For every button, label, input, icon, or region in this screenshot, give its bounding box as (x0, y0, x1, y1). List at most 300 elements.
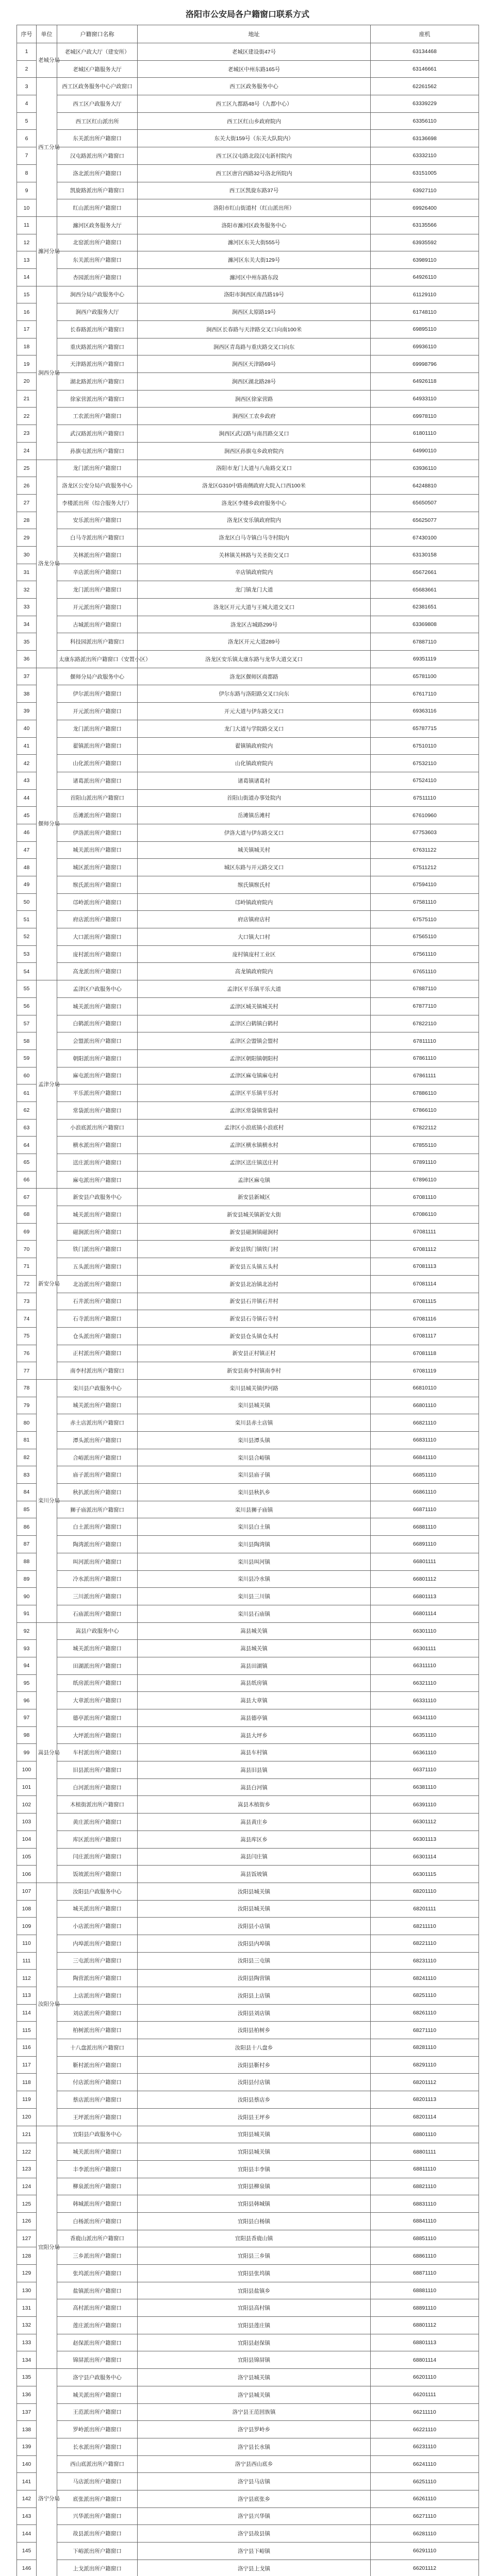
row-index: 79 (17, 1397, 37, 1414)
address-cell: 新安县新城区 (138, 1189, 371, 1206)
table-row (17, 2421, 479, 2438)
row-index: 137 (17, 2403, 37, 2421)
table-row (17, 616, 479, 633)
phone-cell: 63989110 (371, 251, 479, 269)
phone-cell: 63151005 (371, 164, 479, 182)
window-name-cell: 仓头派出所户籍窗口 (57, 1327, 138, 1345)
address-cell: 宜阳县柳泉镇 (138, 2178, 371, 2195)
phone-cell: 67886110 (371, 1084, 479, 1102)
table-row (17, 599, 479, 616)
unit-cell: 嵩县分局 (37, 1622, 57, 1883)
row-index: 66 (17, 1171, 37, 1189)
address-cell: 嵩县旧县镇 (138, 1761, 371, 1779)
address-cell: 嵩县车村镇 (138, 1744, 371, 1761)
window-name-cell: 伊洛派出所户籍窗口 (57, 824, 138, 841)
phone-cell: 67511110 (371, 789, 479, 807)
phone-cell: 66861110 (371, 1484, 479, 1501)
row-index: 25 (17, 460, 37, 477)
address-cell: 洛宁县上戈镇 (138, 2560, 371, 2576)
table-row (17, 60, 479, 78)
address-cell: 汝阳县城关镇 (138, 1883, 371, 1900)
row-index: 19 (17, 355, 37, 373)
address-cell: 孟津区朝阳镇朝阳村 (138, 1049, 371, 1067)
phone-cell: 69926400 (371, 199, 479, 217)
phone-cell: 66801113 (371, 1588, 479, 1605)
address-cell: 涧西区天津路69号 (138, 355, 371, 373)
table-row (17, 130, 479, 147)
phone-cell: 68261110 (371, 2004, 479, 2022)
header-unit: 单位 (37, 25, 57, 43)
phone-cell: 66301111 (371, 1640, 479, 1657)
table-row (17, 251, 479, 269)
row-index: 16 (17, 303, 37, 321)
table-row (17, 2317, 479, 2334)
row-index: 80 (17, 1414, 37, 1432)
window-name-cell: 故县派出所户籍窗口 (57, 2525, 138, 2543)
table-row (17, 199, 479, 217)
row-index: 94 (17, 1657, 37, 1674)
row-index: 116 (17, 2039, 37, 2057)
address-cell: 孟津区白鹤镇白鹤村 (138, 1015, 371, 1032)
phone-cell: 66801114 (371, 1605, 479, 1622)
phone-cell: 68231110 (371, 1952, 479, 1970)
window-name-cell: 王范派出所户籍窗口 (57, 2403, 138, 2421)
row-index: 74 (17, 1310, 37, 1328)
table-row (17, 2525, 479, 2543)
table-row (17, 408, 479, 425)
address-cell: 孟津区送庄镇送庄村 (138, 1154, 371, 1172)
address-cell: 嵩县城关镇 (138, 1640, 371, 1657)
address-cell: 栾川县石庙镇 (138, 1605, 371, 1622)
window-name-cell: 上戈派出所户籍窗口 (57, 2560, 138, 2576)
phone-cell: 64248810 (371, 477, 479, 495)
phone-cell: 66271110 (371, 2507, 479, 2525)
unit-cell: 瀍河分局 (37, 216, 57, 286)
window-name-cell: 车村派出所户籍窗口 (57, 1744, 138, 1761)
table-row (17, 1293, 479, 1310)
phone-cell: 67081113 (371, 1258, 479, 1276)
phone-cell: 67081116 (371, 1310, 479, 1328)
address-cell: 洛龙区李楼乡政府服务中心 (138, 494, 371, 512)
table-row (17, 1189, 479, 1206)
address-cell: 嵩县大坪乡 (138, 1726, 371, 1744)
window-name-cell: 长水派出所户籍窗口 (57, 2438, 138, 2455)
unit-cell: 汝阳分局 (37, 1883, 57, 2126)
address-cell: 洛龙区G310中路南侧政府大院入口西100米 (138, 477, 371, 495)
row-index: 64 (17, 1137, 37, 1154)
window-name-cell: 冷水派出所户籍窗口 (57, 1570, 138, 1588)
window-name-cell: 城关派出所户籍窗口 (57, 841, 138, 859)
table-row (17, 529, 479, 547)
table-row (17, 442, 479, 460)
window-name-cell: 西工区政务服务中心户政窗口 (57, 78, 138, 95)
phone-cell: 67575110 (371, 911, 479, 928)
address-cell: 嵩县城关镇 (138, 1622, 371, 1640)
address-cell: 洛宁县王范回族镇 (138, 2403, 371, 2421)
phone-cell: 66221110 (371, 2421, 479, 2438)
table-row (17, 1848, 479, 1866)
window-name-cell: 铁门派出所户籍窗口 (57, 1241, 138, 1258)
address-cell: 洛阳市龙门大道与八角路交叉口 (138, 460, 371, 477)
window-name-cell: 西工区户政服务大厅 (57, 95, 138, 113)
phone-cell: 63356110 (371, 112, 479, 130)
window-name-cell: 城关派出所户籍窗口 (57, 1900, 138, 1918)
phone-cell: 66351110 (371, 1726, 479, 1744)
table-row (17, 963, 479, 980)
row-index: 38 (17, 685, 37, 703)
address-cell: 栾川县陶湾镇 (138, 1536, 371, 1553)
table-row (17, 633, 479, 651)
table-row (17, 1553, 479, 1570)
address-cell: 关林镇关林路与关圣街交叉口 (138, 546, 371, 564)
table-row (17, 2403, 479, 2421)
table-row (17, 1345, 479, 1362)
address-cell: 涧西区太原路19号 (138, 303, 371, 321)
address-cell: 瀍河区东关大街129号 (138, 251, 371, 269)
phone-cell: 68861110 (371, 2247, 479, 2265)
window-name-cell: 洛龙区公安分局户政服务中心 (57, 477, 138, 495)
address-cell: 涧西区徐家营路 (138, 390, 371, 408)
row-index: 17 (17, 321, 37, 338)
table-row (17, 2108, 479, 2126)
phone-cell: 66211110 (371, 2403, 479, 2421)
address-cell: 孟津区小浪底镇小浪底村 (138, 1119, 371, 1137)
window-name-cell: 石井派出所户籍窗口 (57, 1293, 138, 1310)
window-name-cell: 库区派出所户籍窗口 (57, 1831, 138, 1848)
row-index: 65 (17, 1154, 37, 1172)
row-index: 106 (17, 1866, 37, 1883)
phone-cell: 63935592 (371, 234, 479, 251)
row-index: 77 (17, 1362, 37, 1380)
phone-cell: 68871110 (371, 2265, 479, 2282)
window-name-cell: 上店派出所户籍窗口 (57, 1987, 138, 2005)
phone-cell: 66841110 (371, 1449, 479, 1466)
phone-cell: 67081117 (371, 1327, 479, 1345)
row-index: 3 (17, 78, 37, 95)
address-cell: 西工区九都路48号（九都中心） (138, 95, 371, 113)
address-cell: 孟津区会盟镇会盟村 (138, 1032, 371, 1050)
row-index: 81 (17, 1432, 37, 1449)
phone-cell: 67561110 (371, 945, 479, 963)
row-index: 42 (17, 755, 37, 772)
table-row (17, 390, 479, 408)
row-index: 96 (17, 1692, 37, 1709)
window-name-cell: 古城派出所户籍窗口 (57, 616, 138, 633)
phone-cell: 67524110 (371, 772, 479, 789)
row-index: 90 (17, 1588, 37, 1605)
address-cell: 孟津区横水镇横水村 (138, 1137, 371, 1154)
unit-cell: 宜阳分局 (37, 2126, 57, 2369)
window-name-cell: 首阳山派出所户籍窗口 (57, 789, 138, 807)
table-row (17, 1275, 479, 1293)
address-cell: 西工区政务服务中心 (138, 78, 371, 95)
table-row (17, 1432, 479, 1449)
table-row (17, 980, 479, 998)
row-index: 113 (17, 1987, 37, 2005)
address-cell: 宜阳县城关镇 (138, 2126, 371, 2143)
window-name-cell: 孙旗屯派出所户籍窗口 (57, 442, 138, 460)
window-name-cell: 湖北路派出所户籍窗口 (57, 373, 138, 391)
window-name-cell: 朝阳派出所户籍窗口 (57, 1049, 138, 1067)
phone-cell: 61801110 (371, 425, 479, 443)
window-name-cell: 王坪派出所户籍窗口 (57, 2108, 138, 2126)
table-row (17, 1466, 479, 1484)
phone-cell: 63369808 (371, 616, 479, 633)
table-row (17, 2282, 479, 2299)
phone-cell: 68801114 (371, 2351, 479, 2369)
table-row (17, 1137, 479, 1154)
phone-cell: 68841110 (371, 2212, 479, 2230)
address-cell: 栾川县赤土店镇 (138, 1414, 371, 1432)
row-index: 69 (17, 1223, 37, 1241)
phone-cell: 67753603 (371, 824, 479, 841)
window-name-cell: 韩城派出所户籍窗口 (57, 2195, 138, 2213)
document-title: 洛阳市公安局各户籍窗口联系方式 (185, 10, 309, 19)
window-name-cell: 磁涧派出所户籍窗口 (57, 1223, 138, 1241)
address-cell: 庞村镇庞村工业区 (138, 945, 371, 963)
table-row (17, 1241, 479, 1258)
table-row (17, 1918, 479, 1935)
phone-cell: 67594110 (371, 876, 479, 894)
row-index: 7 (17, 147, 37, 165)
window-name-cell: 邙岭派出所户籍窗口 (57, 893, 138, 911)
row-index: 72 (17, 1275, 37, 1293)
window-name-cell: 庙子派出所户籍窗口 (57, 1466, 138, 1484)
phone-cell: 65683661 (371, 581, 479, 599)
phone-cell: 66891110 (371, 1536, 479, 1553)
address-cell: 新安县石井镇石井村 (138, 1293, 371, 1310)
row-index: 104 (17, 1831, 37, 1848)
table-row (17, 373, 479, 391)
row-index: 57 (17, 1015, 37, 1032)
table-row (17, 494, 479, 512)
table-row (17, 2473, 479, 2490)
row-index: 40 (17, 720, 37, 737)
window-name-cell: 涧西户政服务大厅 (57, 303, 138, 321)
row-index: 138 (17, 2421, 37, 2438)
window-name-cell: 横水派出所户籍窗口 (57, 1137, 138, 1154)
table-row (17, 2334, 479, 2351)
table-row (17, 1970, 479, 1987)
phone-cell: 66241110 (371, 2455, 479, 2473)
row-index: 48 (17, 859, 37, 876)
address-cell: 汝阳县王坪乡 (138, 2108, 371, 2126)
table-row (17, 789, 479, 807)
window-name-cell: 赤土店派出所户籍窗口 (57, 1414, 138, 1432)
phone-cell: 68831110 (371, 2195, 479, 2213)
window-name-cell: 城关派出所户籍窗口 (57, 1640, 138, 1657)
window-name-cell: 白鹤派出所户籍窗口 (57, 1015, 138, 1032)
table-row (17, 1327, 479, 1345)
phone-cell: 68201111 (371, 1900, 479, 1918)
window-name-cell: 付店派出所户籍窗口 (57, 2074, 138, 2091)
table-row (17, 512, 479, 529)
address-cell: 龙门镇龙门大道 (138, 581, 371, 599)
window-name-cell: 龙门派出所户籍窗口 (57, 581, 138, 599)
window-name-cell: 城关派出所户籍窗口 (57, 2386, 138, 2403)
row-index: 128 (17, 2247, 37, 2265)
unit-cell: 孟津分局 (37, 980, 57, 1189)
row-index: 105 (17, 1848, 37, 1866)
window-name-cell: 太康东路派出所户籍窗口（安置小区） (57, 651, 138, 668)
row-index: 46 (17, 824, 37, 841)
window-name-cell: 老城区户籍服务大厅 (57, 60, 138, 78)
phone-cell: 66881110 (371, 1518, 479, 1536)
window-name-cell: 开元派出所户籍窗口 (57, 599, 138, 616)
window-name-cell: 麻屯派出所户籍窗口 (57, 1067, 138, 1084)
address-cell: 栾川县城关镇伊河路 (138, 1379, 371, 1397)
row-index: 56 (17, 997, 37, 1015)
table-row (17, 876, 479, 894)
phone-cell: 68281110 (371, 2039, 479, 2057)
window-name-cell: 石寺派出所户籍窗口 (57, 1310, 138, 1328)
row-index: 100 (17, 1761, 37, 1779)
phone-cell: 69936110 (371, 338, 479, 355)
address-cell: 栾川县庙子镇 (138, 1466, 371, 1484)
phone-cell: 65625077 (371, 512, 479, 529)
window-name-cell: 内埠派出所户籍窗口 (57, 1935, 138, 1952)
address-cell: 西工区红山乡政府院内 (138, 112, 371, 130)
window-name-cell: 石庙派出所户籍窗口 (57, 1605, 138, 1622)
table-row (17, 685, 479, 703)
window-name-cell: 关林派出所户籍窗口 (57, 546, 138, 564)
table-row (17, 112, 479, 130)
address-cell: 新安县南李村镇南李村 (138, 1362, 371, 1380)
unit-cell: 洛宁分局 (37, 2369, 57, 2576)
phone-cell: 66301113 (371, 1831, 479, 1848)
address-cell: 汝阳县付店镇 (138, 2074, 371, 2091)
row-index: 39 (17, 703, 37, 720)
table-row (17, 1084, 479, 1102)
address-cell: 嵩县田湖镇 (138, 1657, 371, 1674)
window-name-cell: 合峪派出所户籍窗口 (57, 1449, 138, 1466)
table-row (17, 1900, 479, 1918)
window-name-cell: 小店派出所户籍窗口 (57, 1918, 138, 1935)
window-name-cell: 翟镇派出所户籍窗口 (57, 737, 138, 755)
phone-cell: 67581110 (371, 893, 479, 911)
unit-cell: 偃师分局 (37, 668, 57, 980)
row-index: 98 (17, 1726, 37, 1744)
phone-cell: 68821110 (371, 2178, 479, 2195)
address-cell: 东关大街159号（东关大队院内） (138, 130, 371, 147)
window-name-cell: 徐家营派出所户籍窗口 (57, 390, 138, 408)
address-cell: 开元大道与伊东路交叉口 (138, 703, 371, 720)
address-cell: 栾川县合峪镇 (138, 1449, 371, 1466)
address-cell: 洛宁县城关镇 (138, 2386, 371, 2403)
row-index: 52 (17, 928, 37, 946)
phone-cell: 68801111 (371, 2143, 479, 2161)
window-name-cell: 送庄派出所户籍窗口 (57, 1154, 138, 1172)
row-index: 23 (17, 425, 37, 443)
table-row (17, 1032, 479, 1050)
phone-cell: 67081114 (371, 1275, 479, 1293)
row-index: 110 (17, 1935, 37, 1952)
window-name-cell: 岳滩派出所户籍窗口 (57, 807, 138, 824)
row-index: 30 (17, 546, 37, 564)
phone-cell: 67081112 (371, 1241, 479, 1258)
phone-cell: 69351119 (371, 651, 479, 668)
window-name-cell: 闫庄派出所户籍窗口 (57, 1848, 138, 1866)
phone-cell: 67887110 (371, 633, 479, 651)
table-row (17, 807, 479, 824)
phone-cell: 66810110 (371, 1379, 479, 1397)
row-index: 112 (17, 1970, 37, 1987)
table-row (17, 651, 479, 668)
table-row (17, 1622, 479, 1640)
address-cell: 宜阳县香鹿山镇 (138, 2230, 371, 2247)
window-name-cell: 柏树派出所户籍窗口 (57, 2022, 138, 2039)
window-name-cell: 常袋派出所户籍窗口 (57, 1101, 138, 1119)
row-index: 61 (17, 1084, 37, 1102)
address-cell: 洛龙区白马寺镇白马寺村院内 (138, 529, 371, 547)
table-row (17, 1362, 479, 1380)
table-row (17, 321, 479, 338)
phone-cell: 64926118 (371, 373, 479, 391)
table-row (17, 1223, 479, 1241)
table-row (17, 1605, 479, 1622)
window-name-cell: 洛宁县户政服务中心 (57, 2369, 138, 2386)
row-index: 15 (17, 286, 37, 303)
window-name-cell: 木植街派出所户籍窗口 (57, 1796, 138, 1814)
address-cell: 新安县正村镇正村 (138, 1345, 371, 1362)
row-index: 146 (17, 2560, 37, 2576)
address-cell: 栾川县秋扒乡 (138, 1484, 371, 1501)
row-index: 13 (17, 251, 37, 269)
window-name-cell: 城区派出所户籍窗口 (57, 859, 138, 876)
row-index: 139 (17, 2438, 37, 2455)
row-index: 67 (17, 1189, 37, 1206)
phone-cell: 61129110 (371, 286, 479, 303)
table-row (17, 2022, 479, 2039)
phone-cell: 67081119 (371, 1362, 479, 1380)
address-cell: 孟津区城关镇城关村 (138, 997, 371, 1015)
table-row (17, 1588, 479, 1605)
phone-cell: 65650507 (371, 494, 479, 512)
row-index: 143 (17, 2507, 37, 2525)
window-name-cell: 孟津区户政服务中心 (57, 980, 138, 998)
table-row (17, 911, 479, 928)
phone-cell: 66371110 (371, 1761, 479, 1779)
window-name-cell: 南李村派出所户籍窗口 (57, 1362, 138, 1380)
row-index: 136 (17, 2386, 37, 2403)
unit-cell: 洛龙分局 (37, 460, 57, 668)
phone-cell: 69978110 (371, 408, 479, 425)
phone-cell: 66281110 (371, 2525, 479, 2543)
phone-cell: 66301114 (371, 1848, 479, 1866)
contact-table (16, 25, 479, 2576)
window-name-cell: 盐镇派出所户籍窗口 (57, 2282, 138, 2299)
window-name-cell: 红山派出所户籍窗口 (57, 199, 138, 217)
address-cell: 新安县石寺镇石寺村 (138, 1310, 371, 1328)
phone-cell: 66251110 (371, 2473, 479, 2490)
window-name-cell: 天津路派出所户籍窗口 (57, 355, 138, 373)
row-index: 134 (17, 2351, 37, 2369)
table-row (17, 772, 479, 789)
window-name-cell: 龙门派出所户籍窗口 (57, 460, 138, 477)
address-cell: 大口镇大口村 (138, 928, 371, 946)
row-index: 142 (17, 2490, 37, 2507)
address-cell: 宜阳县韩城镇 (138, 2195, 371, 2213)
window-name-cell: 工农派出所户籍窗口 (57, 408, 138, 425)
row-index: 99 (17, 1744, 37, 1761)
table-row (17, 564, 479, 581)
window-name-cell: 府店派出所户籍窗口 (57, 911, 138, 928)
phone-cell: 69998796 (371, 355, 479, 373)
window-name-cell: 西山底派出所户籍窗口 (57, 2455, 138, 2473)
window-name-cell: 城关派出所户籍窗口 (57, 1206, 138, 1224)
phone-cell: 64933110 (371, 390, 479, 408)
address-cell: 西工区唐宫西路32号洛北所院内 (138, 164, 371, 182)
